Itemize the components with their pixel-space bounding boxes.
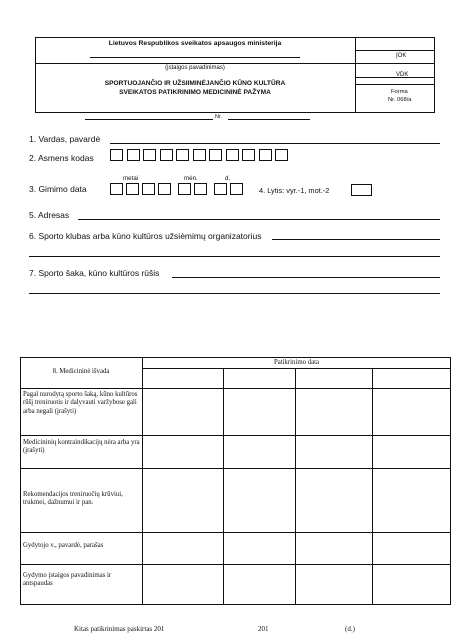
doc-number-label: Nr. (215, 114, 222, 120)
digit-box[interactable] (275, 149, 288, 161)
year-caption: metai (123, 175, 139, 182)
digit-box[interactable] (194, 183, 207, 195)
code-divider-1 (355, 50, 435, 51)
birth-date-label: 3. Gimimo data (29, 184, 87, 194)
day-caption: d. (225, 175, 231, 182)
forma-label: Forma (391, 89, 408, 95)
digit-box[interactable] (193, 149, 206, 161)
row-label-eligibility: Pagal nurodytą sporto šaką, kūno kultūros rūšį treniruotis ir dalyvauti varžybose gali arba negali (įrašyti) (23, 391, 138, 415)
conclusion-header: 8. Medicininė išvada (52, 368, 110, 375)
code-divider-2 (355, 77, 435, 78)
digit-box[interactable] (143, 149, 156, 161)
code-iok: ĮOK (396, 53, 407, 59)
next-check-day: (d.) (345, 625, 355, 633)
table-hline-3 (20, 468, 451, 469)
doc-number-line (228, 119, 310, 120)
table-vline-3 (295, 368, 296, 605)
digit-box[interactable] (226, 149, 239, 161)
gender-label: 4. Lytis: vyr.-1, mot.-2 (259, 186, 330, 195)
address-label: 5. Adresas (29, 210, 70, 220)
digit-box[interactable] (214, 183, 227, 195)
digit-box[interactable] (209, 149, 222, 161)
month-caption: mėn. (184, 175, 198, 182)
next-check-text: Kitas patikrinimas paskirtas 201 (74, 625, 165, 633)
row-label-doctor: Gydytojo v., pavardė, parašas (23, 542, 104, 549)
birth-date-boxes[interactable] (110, 183, 250, 196)
header-divider-horizontal (35, 63, 435, 64)
address-input-line[interactable] (78, 219, 440, 220)
club-label: 6. Sporto klubas arba kūno kultūros užsiėmimų organizatorius (29, 231, 262, 241)
sport-input-line-2[interactable] (29, 293, 440, 294)
digit-box[interactable] (242, 149, 255, 161)
name-input-line[interactable] (110, 143, 440, 144)
doc-date-line (85, 119, 213, 120)
conclusion-table (20, 357, 451, 605)
table-hline-header-split (142, 368, 451, 369)
personal-code-label: 2. Asmens kodas (29, 153, 94, 163)
check-date-header: Patikrinimo data (273, 359, 320, 366)
sport-input-line-1[interactable] (172, 277, 440, 278)
digit-box[interactable] (176, 149, 189, 161)
digit-box[interactable] (259, 149, 272, 161)
digit-box[interactable] (178, 183, 191, 195)
code-vdk: VDK (396, 72, 409, 78)
forma-number: Nr. 068/a (388, 97, 412, 103)
sport-label: 7. Sporto šaka, kūno kultūros rūšis (29, 268, 160, 278)
digit-box[interactable] (160, 149, 173, 161)
institution-name-line (90, 57, 300, 58)
header-divider-vertical (355, 37, 356, 113)
table-vline-2 (223, 368, 224, 605)
ministry-name: Lietuvos Respublikos sveikatos apsaugos ministerija (108, 40, 282, 47)
club-input-line-2[interactable] (29, 256, 440, 257)
digit-box[interactable] (110, 183, 123, 195)
digit-box[interactable] (110, 149, 123, 161)
digit-box[interactable] (142, 183, 155, 195)
form-title-line2: SVEIKATOS PATIKRINIMO MEDICININĖ PAŽYMA (119, 89, 271, 96)
table-hline-1 (20, 388, 451, 389)
code-divider-3 (355, 84, 435, 85)
digit-box[interactable] (230, 183, 243, 195)
form-title-line1: SPORTUOJANČIO IR UŽSIIMINĖJANČIO KŪNO KULTŪRA (104, 80, 286, 87)
table-hline-5 (20, 564, 451, 565)
digit-box[interactable] (126, 183, 139, 195)
table-vline-1 (142, 357, 143, 605)
digit-box[interactable] (158, 183, 171, 195)
table-hline-4 (20, 532, 451, 533)
club-input-line-1[interactable] (272, 239, 440, 240)
next-check-year: 201 (258, 625, 269, 633)
personal-code-boxes[interactable] (110, 149, 300, 162)
name-label: 1. Vardas, pavardė (29, 134, 101, 144)
row-label-recommendations: Rekomendacijos treniruočių krūviui, trukmei, dažnumui ir pan. (23, 491, 123, 507)
digit-box[interactable] (127, 149, 140, 161)
row-label-contraindications: Medicininių kontraindikacijų nėra arba yra (įrašyti) (23, 439, 140, 455)
institution-caption: (įstaigos pavadinimas) (165, 65, 225, 71)
header-box (35, 37, 435, 113)
gender-box[interactable] (351, 184, 372, 196)
table-vline-4 (372, 368, 373, 605)
table-hline-2 (20, 435, 451, 436)
row-label-institution: Gydymo įstaigos pavadinimas ir antspaudas (23, 572, 112, 588)
